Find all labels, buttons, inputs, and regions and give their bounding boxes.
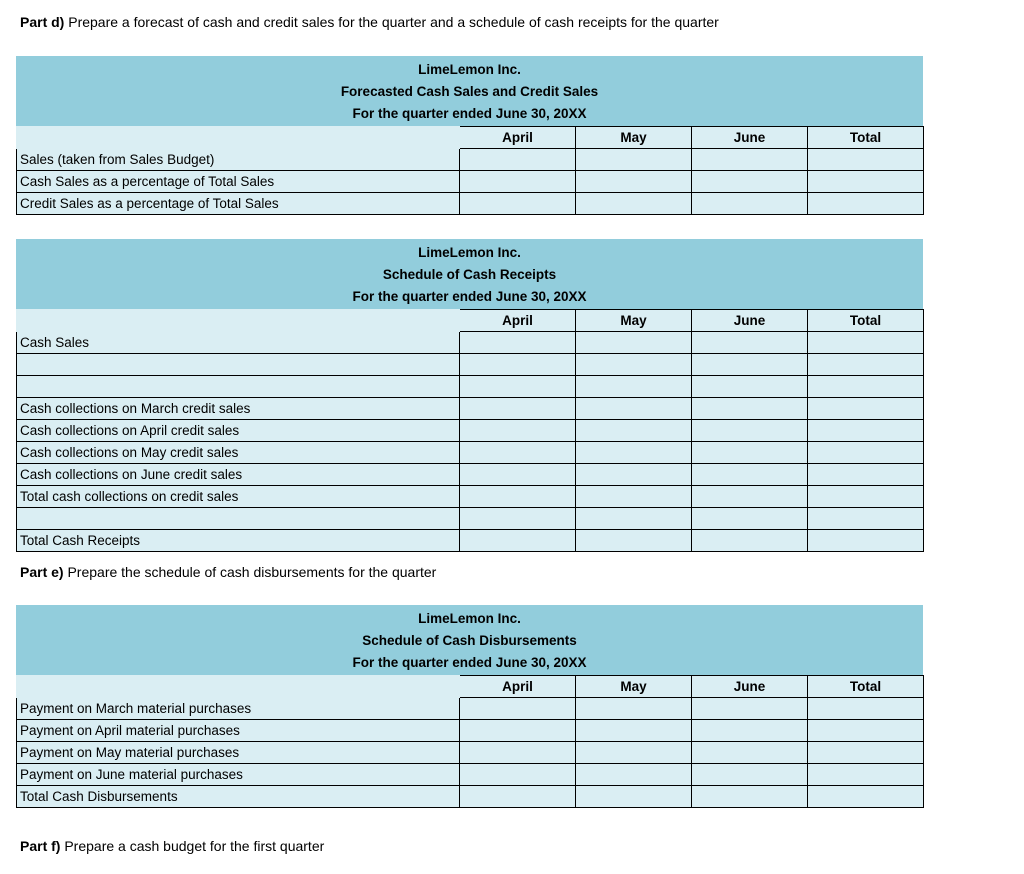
- table3-title-band: [16, 605, 923, 675]
- input-cell-april[interactable]: [460, 764, 576, 786]
- part-d-prefix: Part d): [20, 14, 65, 30]
- table1-col-may: May: [576, 127, 692, 149]
- table2-col-april: April: [460, 310, 576, 332]
- input-cell-june[interactable]: [692, 376, 808, 398]
- input-cell-may[interactable]: [576, 698, 692, 720]
- input-cell-june[interactable]: [692, 149, 808, 171]
- input-cell-june[interactable]: [692, 742, 808, 764]
- input-cell-total[interactable]: [808, 332, 924, 354]
- part-f-prefix: Part f): [20, 838, 61, 854]
- input-cell-total[interactable]: [808, 742, 924, 764]
- table-row: [17, 332, 924, 354]
- table2-col-may: May: [576, 310, 692, 332]
- input-cell-june[interactable]: [692, 354, 808, 376]
- input-cell-may[interactable]: [576, 420, 692, 442]
- input-cell-april[interactable]: [460, 442, 576, 464]
- input-cell-total[interactable]: [808, 530, 924, 552]
- table-row: [17, 354, 924, 376]
- table-row: [17, 764, 924, 786]
- table-row: [17, 376, 924, 398]
- input-cell-june[interactable]: [692, 486, 808, 508]
- input-cell-total[interactable]: [808, 149, 924, 171]
- input-cell-may[interactable]: [576, 398, 692, 420]
- input-cell-may[interactable]: [576, 486, 692, 508]
- table3-col-june: June: [692, 676, 808, 698]
- table1-header-row: [17, 127, 924, 149]
- input-cell-june[interactable]: [692, 332, 808, 354]
- row-label: Cash Sales: [17, 332, 460, 354]
- input-cell-may[interactable]: [576, 332, 692, 354]
- row-label: Cash collections on June credit sales: [17, 464, 460, 486]
- input-cell-april[interactable]: [460, 720, 576, 742]
- table-row: [17, 442, 924, 464]
- input-cell-june[interactable]: [692, 786, 808, 808]
- row-label: Total Cash Receipts: [17, 530, 460, 552]
- table-row: [17, 420, 924, 442]
- input-cell-total[interactable]: [808, 171, 924, 193]
- table-row: [17, 193, 924, 215]
- table-row: [17, 508, 924, 530]
- row-label: [17, 354, 460, 376]
- table-row: [17, 720, 924, 742]
- table1-grid: [16, 126, 924, 215]
- input-cell-total[interactable]: [808, 764, 924, 786]
- input-cell-april[interactable]: [460, 193, 576, 215]
- row-label: Cash collections on March credit sales: [17, 398, 460, 420]
- input-cell-april[interactable]: [460, 530, 576, 552]
- row-label: Total Cash Disbursements: [17, 786, 460, 808]
- table3-title: Schedule of Cash Disbursements: [362, 633, 577, 648]
- table-row: [17, 786, 924, 808]
- input-cell-april[interactable]: [460, 508, 576, 530]
- input-cell-june[interactable]: [692, 420, 808, 442]
- table2-title-band: [16, 239, 923, 309]
- part-e-prefix: Part e): [20, 564, 64, 580]
- row-label: Cash Sales as a percentage of Total Sales: [17, 171, 460, 193]
- table-row: [17, 698, 924, 720]
- table3-col-total: Total: [808, 676, 924, 698]
- table3-grid: [16, 675, 924, 808]
- row-label: Payment on May material purchases: [17, 742, 460, 764]
- row-label: [17, 508, 460, 530]
- table1-title-band: [16, 56, 923, 126]
- table3-header-blank: [17, 676, 460, 698]
- table-row: [17, 486, 924, 508]
- table3-header-row: [17, 676, 924, 698]
- part-e-heading: [20, 564, 436, 580]
- input-cell-june[interactable]: [692, 171, 808, 193]
- table2-grid: [16, 309, 924, 552]
- table3-company: LimeLemon Inc.: [418, 611, 521, 626]
- table3-period: For the quarter ended June 30, 20XX: [352, 655, 587, 670]
- input-cell-may[interactable]: [576, 442, 692, 464]
- input-cell-may[interactable]: [576, 464, 692, 486]
- input-cell-june[interactable]: [692, 464, 808, 486]
- input-cell-total[interactable]: [808, 786, 924, 808]
- table2-col-total: Total: [808, 310, 924, 332]
- input-cell-total[interactable]: [808, 508, 924, 530]
- table1-col-april: April: [460, 127, 576, 149]
- table-row: [17, 149, 924, 171]
- table1-col-total: Total: [808, 127, 924, 149]
- input-cell-april[interactable]: [460, 464, 576, 486]
- input-cell-june[interactable]: [692, 698, 808, 720]
- input-cell-total[interactable]: [808, 193, 924, 215]
- part-f-text: Prepare a cash budget for the first quarter: [60, 838, 325, 854]
- input-cell-may[interactable]: [576, 149, 692, 171]
- row-label: Total cash collections on credit sales: [17, 486, 460, 508]
- input-cell-april[interactable]: [460, 742, 576, 764]
- input-cell-june[interactable]: [692, 442, 808, 464]
- input-cell-june[interactable]: [692, 193, 808, 215]
- table1-company: LimeLemon Inc.: [418, 62, 521, 77]
- input-cell-may[interactable]: [576, 742, 692, 764]
- row-label: Credit Sales as a percentage of Total Sales: [17, 193, 460, 215]
- input-cell-may[interactable]: [576, 530, 692, 552]
- row-label: Sales (taken from Sales Budget): [17, 149, 460, 171]
- row-label: Cash collections on April credit sales: [17, 420, 460, 442]
- input-cell-april[interactable]: [460, 332, 576, 354]
- input-cell-june[interactable]: [692, 508, 808, 530]
- input-cell-may[interactable]: [576, 354, 692, 376]
- table-row: [17, 171, 924, 193]
- table1-col-june: June: [692, 127, 808, 149]
- row-label: [17, 376, 460, 398]
- input-cell-may[interactable]: [576, 376, 692, 398]
- input-cell-total[interactable]: [808, 376, 924, 398]
- input-cell-june[interactable]: [692, 720, 808, 742]
- input-cell-april[interactable]: [460, 376, 576, 398]
- part-d-heading: [20, 14, 719, 30]
- input-cell-april[interactable]: [460, 171, 576, 193]
- input-cell-may[interactable]: [576, 508, 692, 530]
- table2-title: Schedule of Cash Receipts: [382, 267, 557, 282]
- part-d-text: Prepare a forecast of cash and credit sales for the quarter and a schedule of cash receipts for the quarter: [64, 14, 719, 30]
- input-cell-may[interactable]: [576, 764, 692, 786]
- input-cell-june[interactable]: [692, 530, 808, 552]
- row-label: Cash collections on May credit sales: [17, 442, 460, 464]
- input-cell-total[interactable]: [808, 720, 924, 742]
- table2-header-blank: [17, 310, 460, 332]
- input-cell-april[interactable]: [460, 486, 576, 508]
- table1-title: Forecasted Cash Sales and Credit Sales: [340, 84, 599, 99]
- input-cell-total[interactable]: [808, 398, 924, 420]
- table3-col-april: April: [460, 676, 576, 698]
- part-e-text: Prepare the schedule of cash disbursements for the quarter: [63, 564, 437, 580]
- input-cell-total[interactable]: [808, 354, 924, 376]
- table-row: [17, 530, 924, 552]
- table-row: [17, 398, 924, 420]
- input-cell-total[interactable]: [808, 420, 924, 442]
- input-cell-april[interactable]: [460, 398, 576, 420]
- input-cell-june[interactable]: [692, 764, 808, 786]
- row-label: Payment on March material purchases: [17, 698, 460, 720]
- input-cell-may[interactable]: [576, 720, 692, 742]
- input-cell-april[interactable]: [460, 786, 576, 808]
- table1-period: For the quarter ended June 30, 20XX: [352, 106, 587, 121]
- input-cell-total[interactable]: [808, 464, 924, 486]
- table2-header-row: [17, 310, 924, 332]
- input-cell-june[interactable]: [692, 398, 808, 420]
- input-cell-total[interactable]: [808, 698, 924, 720]
- table3-col-may: May: [576, 676, 692, 698]
- input-cell-may[interactable]: [576, 171, 692, 193]
- table2-col-june: June: [692, 310, 808, 332]
- input-cell-april[interactable]: [460, 698, 576, 720]
- table2-company: LimeLemon Inc.: [418, 245, 521, 260]
- input-cell-may[interactable]: [576, 786, 692, 808]
- row-label: Payment on June material purchases: [17, 764, 460, 786]
- input-cell-total[interactable]: [808, 442, 924, 464]
- row-label: Payment on April material purchases: [17, 720, 460, 742]
- input-cell-april[interactable]: [460, 149, 576, 171]
- input-cell-total[interactable]: [808, 486, 924, 508]
- input-cell-april[interactable]: [460, 354, 576, 376]
- input-cell-may[interactable]: [576, 193, 692, 215]
- part-f-heading: [20, 838, 324, 854]
- table2-period: For the quarter ended June 30, 20XX: [352, 289, 587, 304]
- table-row: [17, 742, 924, 764]
- table-row: [17, 464, 924, 486]
- table1-header-blank: [17, 127, 460, 149]
- input-cell-april[interactable]: [460, 420, 576, 442]
